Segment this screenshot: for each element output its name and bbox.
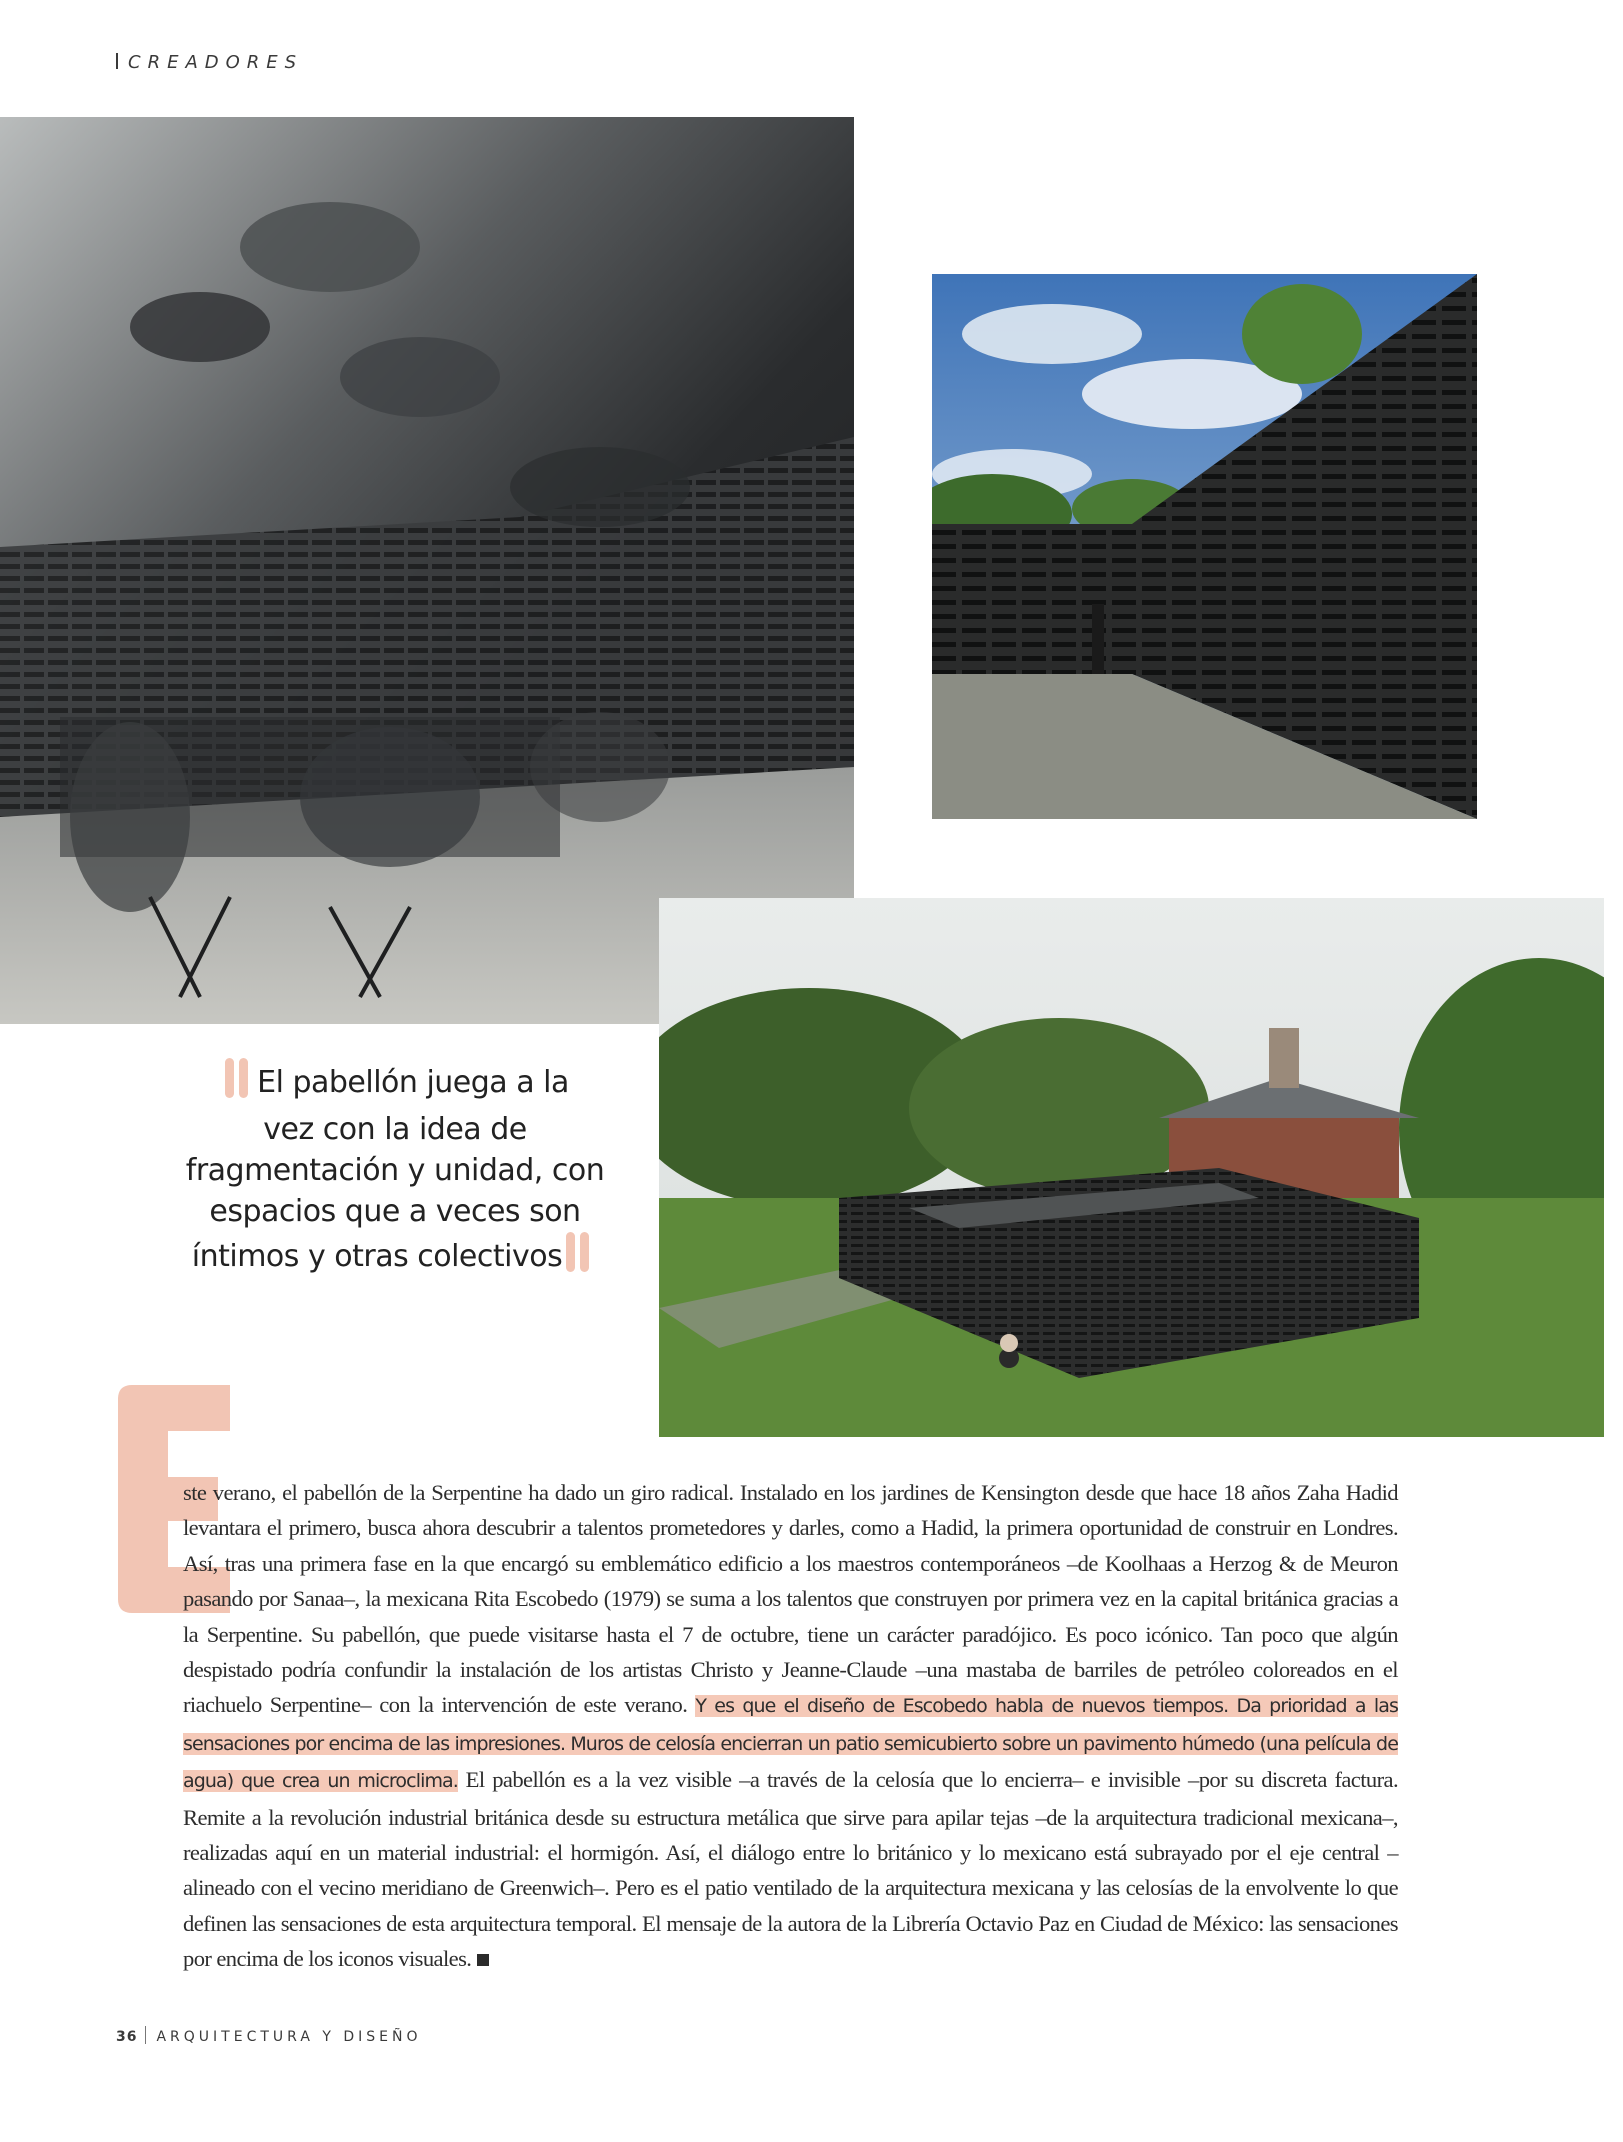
- section-tag-bar: [116, 53, 118, 69]
- footer-separator: [145, 2026, 146, 2044]
- quote-line-2: vez con la idea de: [263, 1112, 527, 1147]
- page-number: 36: [116, 2029, 138, 2045]
- article-text-rest: El pabellón es a la vez visible –a través de la celosía que lo encierra– e invisible –por su discreta factura. Remite a la revolución industrial británica desde su estructura metálica que sirve para apilar tejas –de la arquitectura tradicional mexicana–, realizadas aquí en un material industrial: el hormigón. Así, el diálogo entre lo británico y lo mexicano está subrayado por el eje central –alineado con el vecino meridiano de Greenwich–. Pero es el patio ventilado de la arquitectura mexicana y las celosías de la envolvente lo que definen las sensaciones de esta arquitectura temporal. El mensaje de la autora de la Librería Octavio Paz en Ciudad de México: las sensaciones por encima de los iconos visuales.: [183, 1767, 1399, 1972]
- quote-line-3: fragmentación y unidad, con: [185, 1153, 605, 1188]
- article-highlight: Y es que el diseño de Escobedo habla de nuevos tiempos. Da prioridad a las sensaciones por encima de las impresiones. Muros de celosía encierran un patio semicubierto sobre un pavimento húmedo (una película de agua) que crea un microclima.: [183, 1695, 1398, 1793]
- pull-quote: [160, 1058, 630, 1283]
- photo-pavilion-interior: [0, 117, 854, 1024]
- end-of-article-mark: [477, 1954, 489, 1966]
- section-tag: [116, 52, 303, 73]
- close-quote-mark: [566, 1232, 594, 1283]
- page-footer: [116, 2026, 421, 2045]
- quote-line-1: El pabellón juega a la: [257, 1065, 569, 1100]
- quote-line-5: íntimos y otras colectivos: [191, 1239, 563, 1274]
- section-label: CREADORES: [128, 52, 304, 73]
- photo-pavilion-aerial: [659, 898, 1604, 1437]
- article-body: [183, 1475, 1398, 1977]
- quote-line-4: espacios que a veces son: [209, 1194, 581, 1229]
- magazine-name: ARQUITECTURA Y DISEÑO: [156, 2029, 422, 2045]
- photo-pavilion-courtyard: [932, 274, 1477, 819]
- open-quote-mark: [225, 1058, 253, 1109]
- article-text-intro: ste verano, el pabellón de la Serpentine ha dado un giro radical. Instalado en los jardines de Kensington desde que hace 18 años Zaha Hadid levantara el primero, busca ahora descubrir a talentos prometedores y darles, como a Hadid, la primera oportunidad de construir en Londres. Así, tras una primera fase en la que encargó su emblemático edificio a los maestros contemporáneos –de Koolhaas a Herzog & de Meuron pasando por Sanaa–, la mexicana Rita Escobedo (1979) se suma a los talentos que construyen por primera vez en la capital británica gracias a la Serpentine. Su pabellón, que puede visitarse hasta el 7 de octubre, tiene un carácter paradójico. Es poco icónico. Tan poco que algún despistado podría confundir la instalación de los artistas Christo y Jeanne-Claude –una mastaba de barriles de petróleo coloreados en el riachuelo Serpentine– con la intervención de este verano.: [183, 1480, 1398, 1718]
